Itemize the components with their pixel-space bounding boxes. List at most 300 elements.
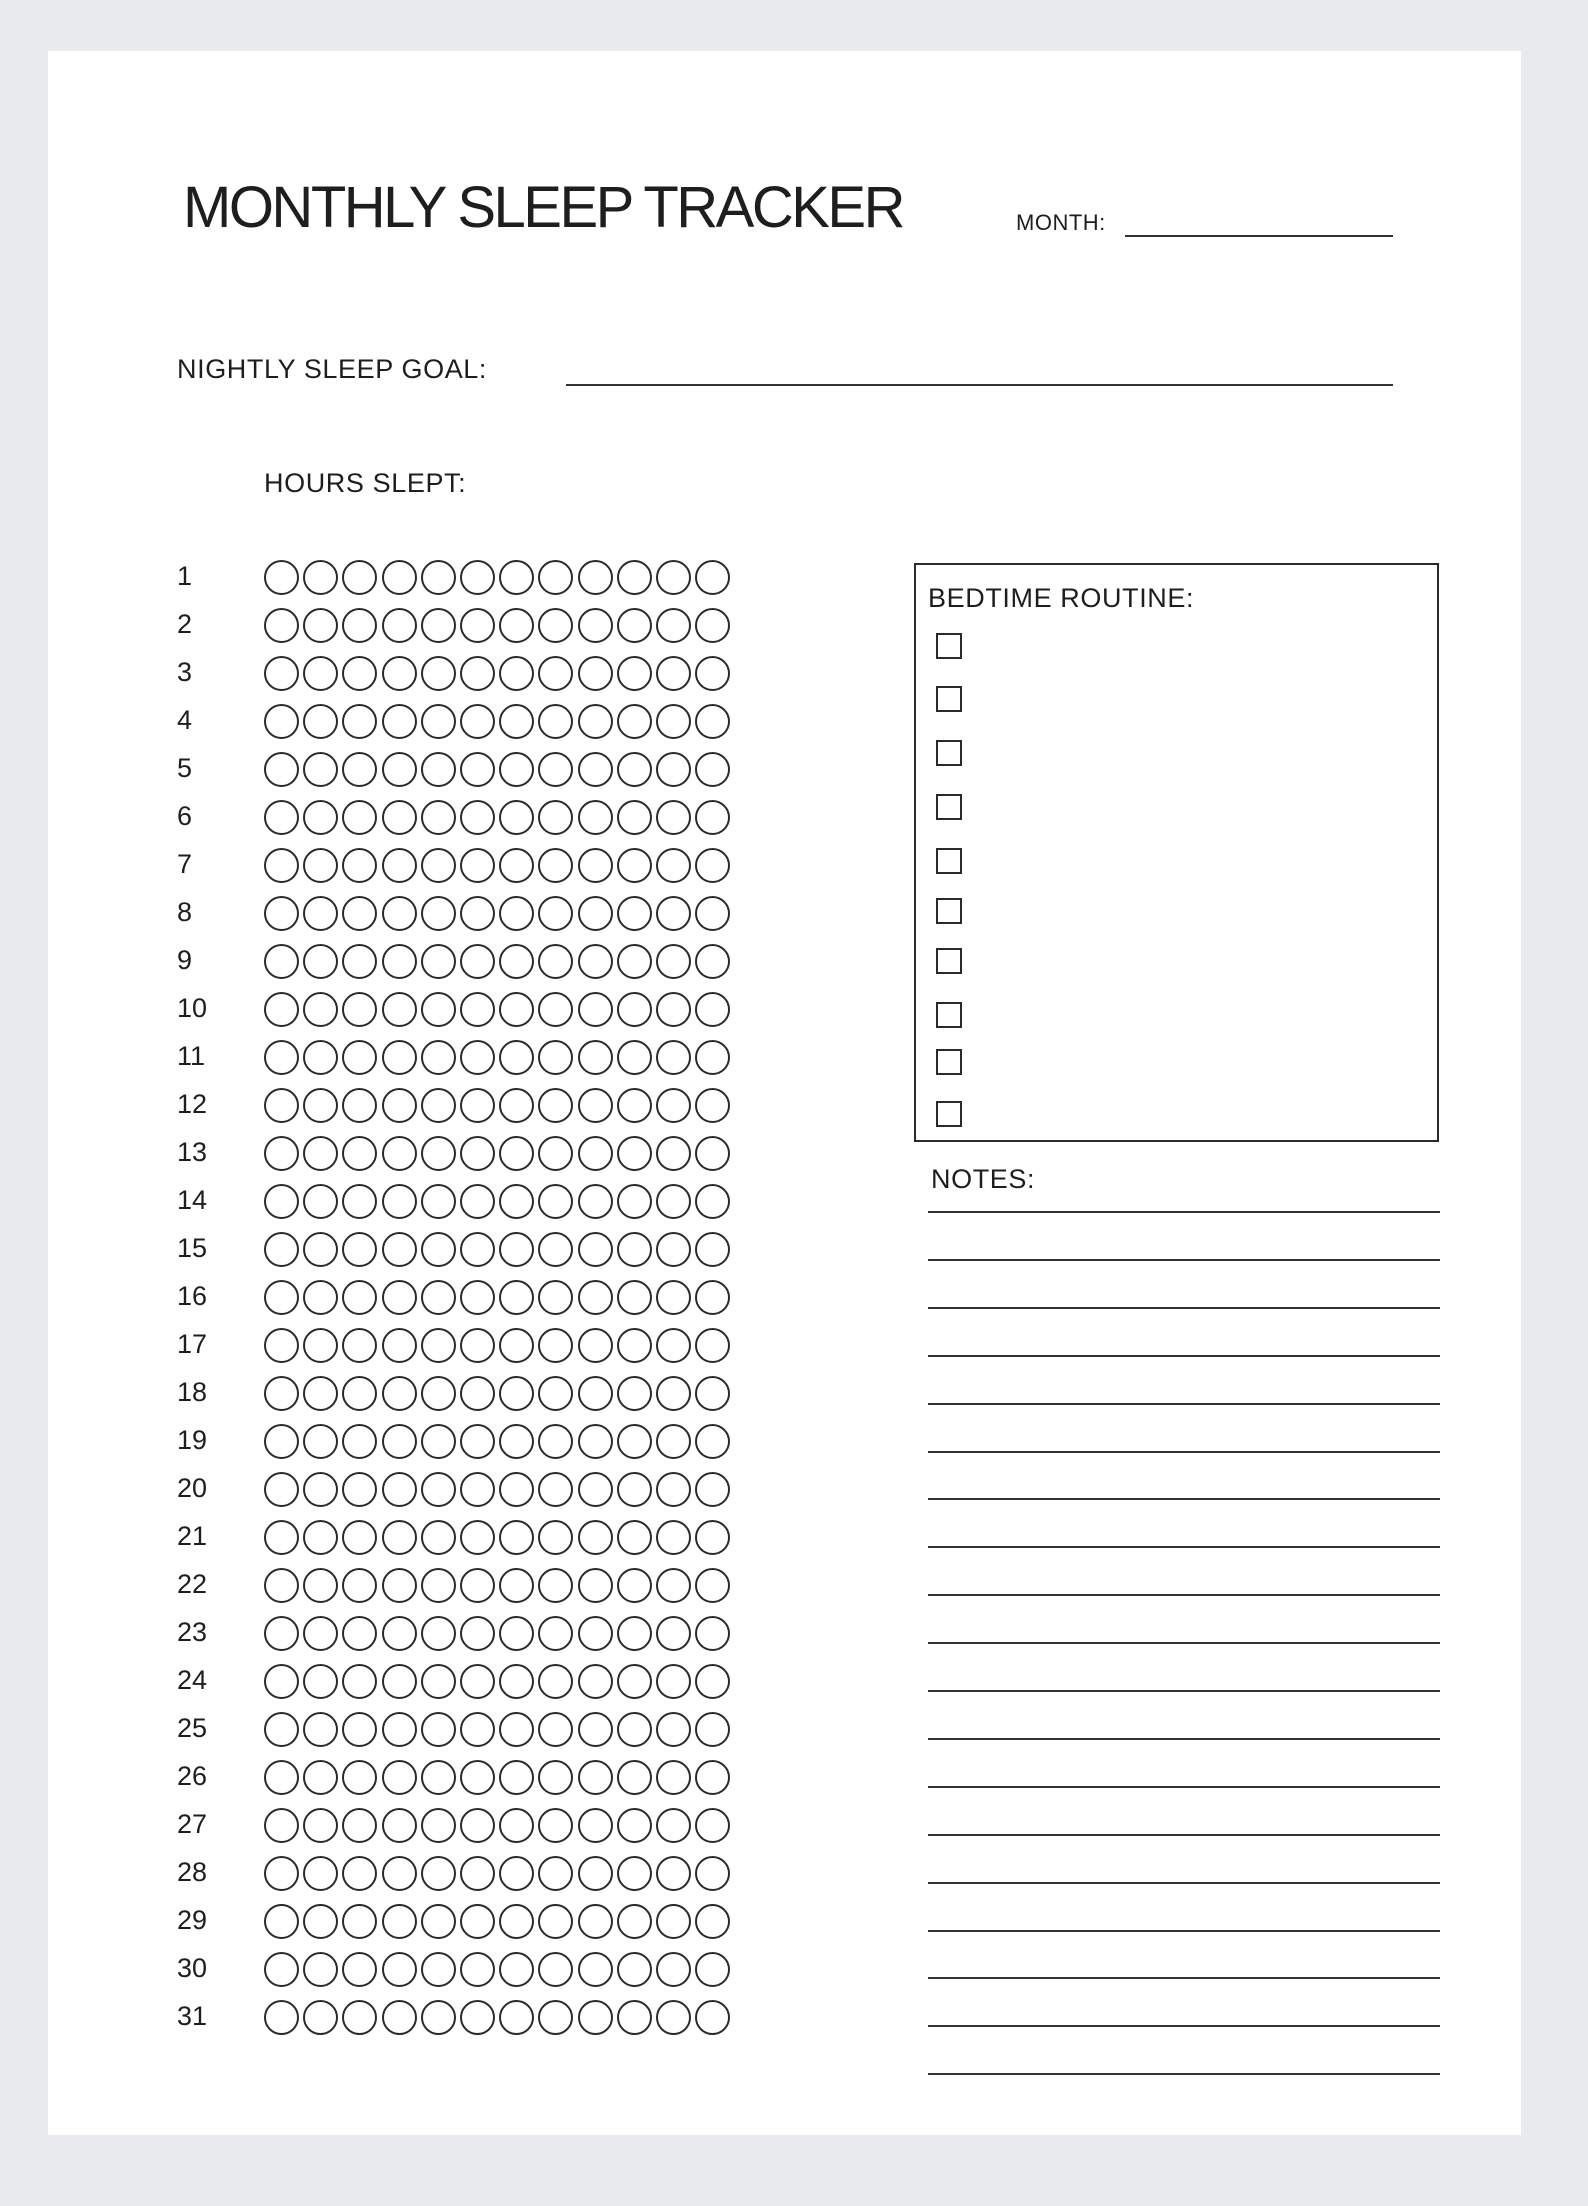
- hour-circle[interactable]: [342, 1184, 377, 1219]
- hour-circle[interactable]: [264, 1856, 299, 1891]
- hour-circle[interactable]: [656, 1088, 691, 1123]
- hour-circle[interactable]: [617, 2000, 652, 2035]
- hour-circle[interactable]: [695, 1040, 730, 1075]
- hour-circle[interactable]: [303, 1472, 338, 1507]
- hour-circle[interactable]: [695, 1808, 730, 1843]
- hour-circle[interactable]: [695, 992, 730, 1027]
- hour-circle[interactable]: [695, 1904, 730, 1939]
- hour-circle[interactable]: [499, 1136, 534, 1171]
- hour-circle[interactable]: [382, 1760, 417, 1795]
- hour-circle[interactable]: [695, 1376, 730, 1411]
- hour-circle[interactable]: [578, 896, 613, 931]
- hour-circle[interactable]: [264, 608, 299, 643]
- hour-circle[interactable]: [695, 1136, 730, 1171]
- hour-circle[interactable]: [538, 1136, 573, 1171]
- hour-circle[interactable]: [578, 1280, 613, 1315]
- hour-circle[interactable]: [538, 1952, 573, 1987]
- hour-circle[interactable]: [421, 1520, 456, 1555]
- hour-circle[interactable]: [303, 752, 338, 787]
- hour-circle[interactable]: [499, 1808, 534, 1843]
- hour-circle[interactable]: [460, 1136, 495, 1171]
- hour-circle[interactable]: [499, 800, 534, 835]
- hour-circle[interactable]: [264, 1664, 299, 1699]
- hour-circle[interactable]: [460, 1376, 495, 1411]
- hour-circle[interactable]: [342, 1472, 377, 1507]
- hour-circle[interactable]: [617, 944, 652, 979]
- hour-circle[interactable]: [342, 800, 377, 835]
- hour-circle[interactable]: [303, 1136, 338, 1171]
- hour-circle[interactable]: [382, 944, 417, 979]
- hour-circle[interactable]: [342, 1616, 377, 1651]
- hour-circle[interactable]: [342, 1856, 377, 1891]
- hour-circle[interactable]: [342, 1232, 377, 1267]
- hour-circle[interactable]: [578, 704, 613, 739]
- hour-circle[interactable]: [499, 704, 534, 739]
- hour-circle[interactable]: [617, 800, 652, 835]
- hour-circle[interactable]: [695, 800, 730, 835]
- hour-circle[interactable]: [382, 800, 417, 835]
- hour-circle[interactable]: [578, 1088, 613, 1123]
- hour-circle[interactable]: [538, 1376, 573, 1411]
- hour-circle[interactable]: [656, 896, 691, 931]
- hour-circle[interactable]: [538, 1760, 573, 1795]
- hour-circle[interactable]: [264, 1520, 299, 1555]
- hour-circle[interactable]: [538, 1568, 573, 1603]
- hour-circle[interactable]: [460, 608, 495, 643]
- hour-circle[interactable]: [382, 992, 417, 1027]
- hour-circle[interactable]: [656, 848, 691, 883]
- hour-circle[interactable]: [617, 1472, 652, 1507]
- hour-circle[interactable]: [382, 1232, 417, 1267]
- hour-circle[interactable]: [342, 1664, 377, 1699]
- hour-circle[interactable]: [695, 704, 730, 739]
- hour-circle[interactable]: [303, 1280, 338, 1315]
- hour-circle[interactable]: [460, 848, 495, 883]
- hour-circle[interactable]: [617, 1232, 652, 1267]
- hour-circle[interactable]: [421, 608, 456, 643]
- hour-circle[interactable]: [421, 1088, 456, 1123]
- hour-circle[interactable]: [264, 1808, 299, 1843]
- hour-circle[interactable]: [421, 1952, 456, 1987]
- hour-circle[interactable]: [460, 992, 495, 1027]
- hour-circle[interactable]: [617, 1856, 652, 1891]
- hour-circle[interactable]: [460, 1712, 495, 1747]
- hour-circle[interactable]: [460, 944, 495, 979]
- hour-circle[interactable]: [617, 1040, 652, 1075]
- hour-circle[interactable]: [578, 1712, 613, 1747]
- hour-circle[interactable]: [617, 560, 652, 595]
- hour-circle[interactable]: [695, 848, 730, 883]
- hour-circle[interactable]: [617, 1280, 652, 1315]
- hour-circle[interactable]: [656, 1232, 691, 1267]
- hour-circle[interactable]: [460, 1904, 495, 1939]
- routine-checkbox[interactable]: [936, 948, 962, 974]
- hour-circle[interactable]: [460, 752, 495, 787]
- hour-circle[interactable]: [382, 1904, 417, 1939]
- hour-circle[interactable]: [382, 560, 417, 595]
- hour-circle[interactable]: [617, 1952, 652, 1987]
- hour-circle[interactable]: [460, 1520, 495, 1555]
- hour-circle[interactable]: [499, 560, 534, 595]
- hour-circle[interactable]: [382, 752, 417, 787]
- routine-checkbox[interactable]: [936, 1101, 962, 1127]
- hour-circle[interactable]: [656, 1328, 691, 1363]
- hour-circle[interactable]: [421, 1568, 456, 1603]
- hour-circle[interactable]: [460, 1232, 495, 1267]
- hour-circle[interactable]: [499, 1472, 534, 1507]
- hour-circle[interactable]: [303, 1952, 338, 1987]
- routine-checkbox[interactable]: [936, 898, 962, 924]
- hour-circle[interactable]: [578, 848, 613, 883]
- hour-circle[interactable]: [578, 1328, 613, 1363]
- hour-circle[interactable]: [617, 896, 652, 931]
- hour-circle[interactable]: [578, 1376, 613, 1411]
- hour-circle[interactable]: [499, 1664, 534, 1699]
- hour-circle[interactable]: [264, 1712, 299, 1747]
- hour-circle[interactable]: [656, 1040, 691, 1075]
- hour-circle[interactable]: [303, 1424, 338, 1459]
- hour-circle[interactable]: [460, 1568, 495, 1603]
- hour-circle[interactable]: [342, 1904, 377, 1939]
- hour-circle[interactable]: [421, 848, 456, 883]
- hour-circle[interactable]: [617, 992, 652, 1027]
- hour-circle[interactable]: [303, 608, 338, 643]
- hour-circle[interactable]: [499, 1520, 534, 1555]
- hour-circle[interactable]: [695, 1280, 730, 1315]
- hour-circle[interactable]: [538, 608, 573, 643]
- hour-circle[interactable]: [342, 1808, 377, 1843]
- hour-circle[interactable]: [538, 1616, 573, 1651]
- hour-circle[interactable]: [617, 1712, 652, 1747]
- hour-circle[interactable]: [303, 1904, 338, 1939]
- hour-circle[interactable]: [538, 1472, 573, 1507]
- routine-checkbox[interactable]: [936, 794, 962, 820]
- hour-circle[interactable]: [578, 608, 613, 643]
- hour-circle[interactable]: [303, 1712, 338, 1747]
- routine-checkbox[interactable]: [936, 1049, 962, 1075]
- hour-circle[interactable]: [617, 656, 652, 691]
- hour-circle[interactable]: [342, 1088, 377, 1123]
- hour-circle[interactable]: [421, 752, 456, 787]
- hour-circle[interactable]: [656, 1376, 691, 1411]
- hour-circle[interactable]: [578, 1040, 613, 1075]
- hour-circle[interactable]: [617, 1616, 652, 1651]
- note-line[interactable]: [928, 1403, 1440, 1405]
- hour-circle[interactable]: [695, 1328, 730, 1363]
- hour-circle[interactable]: [342, 848, 377, 883]
- hour-circle[interactable]: [342, 1280, 377, 1315]
- hour-circle[interactable]: [538, 1904, 573, 1939]
- hour-circle[interactable]: [656, 608, 691, 643]
- hour-circle[interactable]: [656, 1424, 691, 1459]
- hour-circle[interactable]: [499, 1568, 534, 1603]
- hour-circle[interactable]: [421, 1856, 456, 1891]
- hour-circle[interactable]: [578, 944, 613, 979]
- hour-circle[interactable]: [656, 1280, 691, 1315]
- hour-circle[interactable]: [499, 848, 534, 883]
- hour-circle[interactable]: [382, 1280, 417, 1315]
- hour-circle[interactable]: [578, 1664, 613, 1699]
- note-line[interactable]: [928, 1498, 1440, 1500]
- hour-circle[interactable]: [264, 1904, 299, 1939]
- hour-circle[interactable]: [656, 656, 691, 691]
- hour-circle[interactable]: [578, 1232, 613, 1267]
- hour-circle[interactable]: [342, 752, 377, 787]
- hour-circle[interactable]: [538, 896, 573, 931]
- hour-circle[interactable]: [303, 848, 338, 883]
- hour-circle[interactable]: [538, 560, 573, 595]
- hour-circle[interactable]: [656, 1856, 691, 1891]
- hour-circle[interactable]: [303, 560, 338, 595]
- hour-circle[interactable]: [382, 1472, 417, 1507]
- note-line[interactable]: [928, 2073, 1440, 2075]
- hour-circle[interactable]: [695, 1712, 730, 1747]
- hour-circle[interactable]: [342, 1424, 377, 1459]
- hour-circle[interactable]: [303, 1856, 338, 1891]
- hour-circle[interactable]: [421, 800, 456, 835]
- hour-circle[interactable]: [382, 1712, 417, 1747]
- hour-circle[interactable]: [617, 608, 652, 643]
- hour-circle[interactable]: [303, 1184, 338, 1219]
- hour-circle[interactable]: [695, 656, 730, 691]
- hour-circle[interactable]: [382, 1424, 417, 1459]
- hour-circle[interactable]: [538, 656, 573, 691]
- hour-circle[interactable]: [342, 2000, 377, 2035]
- note-line[interactable]: [928, 1977, 1440, 1979]
- hour-circle[interactable]: [382, 1616, 417, 1651]
- hour-circle[interactable]: [617, 1760, 652, 1795]
- routine-checkbox[interactable]: [936, 848, 962, 874]
- hour-circle[interactable]: [342, 1712, 377, 1747]
- hour-circle[interactable]: [695, 752, 730, 787]
- hour-circle[interactable]: [460, 800, 495, 835]
- hour-circle[interactable]: [382, 1376, 417, 1411]
- hour-circle[interactable]: [499, 1328, 534, 1363]
- hour-circle[interactable]: [342, 1376, 377, 1411]
- hour-circle[interactable]: [382, 1568, 417, 1603]
- hour-circle[interactable]: [695, 1088, 730, 1123]
- hour-circle[interactable]: [656, 944, 691, 979]
- routine-checkbox[interactable]: [936, 686, 962, 712]
- hour-circle[interactable]: [578, 1520, 613, 1555]
- hour-circle[interactable]: [303, 1568, 338, 1603]
- hour-circle[interactable]: [421, 1616, 456, 1651]
- hour-circle[interactable]: [264, 1952, 299, 1987]
- hour-circle[interactable]: [538, 1040, 573, 1075]
- hour-circle[interactable]: [421, 1760, 456, 1795]
- hour-circle[interactable]: [264, 1088, 299, 1123]
- hour-circle[interactable]: [617, 1088, 652, 1123]
- hour-circle[interactable]: [695, 1184, 730, 1219]
- hour-circle[interactable]: [382, 1808, 417, 1843]
- hour-circle[interactable]: [656, 1184, 691, 1219]
- hour-circle[interactable]: [695, 896, 730, 931]
- note-line[interactable]: [928, 1211, 1440, 1213]
- hour-circle[interactable]: [656, 992, 691, 1027]
- hour-circle[interactable]: [499, 992, 534, 1027]
- hour-circle[interactable]: [460, 1616, 495, 1651]
- hour-circle[interactable]: [578, 992, 613, 1027]
- hour-circle[interactable]: [656, 1472, 691, 1507]
- hour-circle[interactable]: [499, 944, 534, 979]
- hour-circle[interactable]: [460, 1472, 495, 1507]
- hour-circle[interactable]: [578, 1616, 613, 1651]
- note-line[interactable]: [928, 1259, 1440, 1261]
- hour-circle[interactable]: [264, 1472, 299, 1507]
- hour-circle[interactable]: [303, 944, 338, 979]
- hour-circle[interactable]: [421, 1280, 456, 1315]
- hour-circle[interactable]: [656, 1136, 691, 1171]
- hour-circle[interactable]: [303, 1808, 338, 1843]
- hour-circle[interactable]: [499, 1856, 534, 1891]
- hour-circle[interactable]: [695, 1616, 730, 1651]
- hour-circle[interactable]: [499, 656, 534, 691]
- hour-circle[interactable]: [342, 1136, 377, 1171]
- hour-circle[interactable]: [499, 1712, 534, 1747]
- hour-circle[interactable]: [695, 1664, 730, 1699]
- hour-circle[interactable]: [656, 1616, 691, 1651]
- sleep-goal-field[interactable]: [566, 384, 1393, 386]
- hour-circle[interactable]: [578, 1856, 613, 1891]
- hour-circle[interactable]: [538, 752, 573, 787]
- hour-circle[interactable]: [617, 1184, 652, 1219]
- hour-circle[interactable]: [538, 1328, 573, 1363]
- hour-circle[interactable]: [617, 1904, 652, 1939]
- hour-circle[interactable]: [460, 1328, 495, 1363]
- hour-circle[interactable]: [382, 1328, 417, 1363]
- note-line[interactable]: [928, 1451, 1440, 1453]
- hour-circle[interactable]: [382, 1856, 417, 1891]
- hour-circle[interactable]: [421, 1712, 456, 1747]
- hour-circle[interactable]: [695, 1568, 730, 1603]
- hour-circle[interactable]: [499, 896, 534, 931]
- hour-circle[interactable]: [264, 704, 299, 739]
- hour-circle[interactable]: [421, 944, 456, 979]
- hour-circle[interactable]: [421, 1904, 456, 1939]
- hour-circle[interactable]: [578, 1808, 613, 1843]
- hour-circle[interactable]: [264, 1328, 299, 1363]
- hour-circle[interactable]: [460, 1184, 495, 1219]
- hour-circle[interactable]: [264, 752, 299, 787]
- note-line[interactable]: [928, 1882, 1440, 1884]
- hour-circle[interactable]: [538, 944, 573, 979]
- hour-circle[interactable]: [460, 896, 495, 931]
- hour-circle[interactable]: [460, 1664, 495, 1699]
- hour-circle[interactable]: [303, 656, 338, 691]
- hour-circle[interactable]: [303, 1232, 338, 1267]
- hour-circle[interactable]: [303, 1760, 338, 1795]
- hour-circle[interactable]: [656, 800, 691, 835]
- hour-circle[interactable]: [264, 656, 299, 691]
- hour-circle[interactable]: [578, 800, 613, 835]
- hour-circle[interactable]: [303, 1328, 338, 1363]
- hour-circle[interactable]: [538, 1808, 573, 1843]
- hour-circle[interactable]: [303, 1088, 338, 1123]
- hour-circle[interactable]: [264, 848, 299, 883]
- hour-circle[interactable]: [538, 1712, 573, 1747]
- hour-circle[interactable]: [499, 1424, 534, 1459]
- hour-circle[interactable]: [264, 1040, 299, 1075]
- hour-circle[interactable]: [460, 1808, 495, 1843]
- hour-circle[interactable]: [578, 656, 613, 691]
- hour-circle[interactable]: [342, 560, 377, 595]
- hour-circle[interactable]: [499, 1184, 534, 1219]
- hour-circle[interactable]: [264, 1232, 299, 1267]
- note-line[interactable]: [928, 1834, 1440, 1836]
- hour-circle[interactable]: [421, 2000, 456, 2035]
- hour-circle[interactable]: [499, 1040, 534, 1075]
- hour-circle[interactable]: [656, 704, 691, 739]
- hour-circle[interactable]: [264, 1184, 299, 1219]
- hour-circle[interactable]: [303, 896, 338, 931]
- hour-circle[interactable]: [578, 1568, 613, 1603]
- hour-circle[interactable]: [264, 1424, 299, 1459]
- hour-circle[interactable]: [499, 608, 534, 643]
- hour-circle[interactable]: [460, 1424, 495, 1459]
- hour-circle[interactable]: [499, 1904, 534, 1939]
- note-line[interactable]: [928, 1930, 1440, 1932]
- hour-circle[interactable]: [303, 1040, 338, 1075]
- hour-circle[interactable]: [264, 992, 299, 1027]
- hour-circle[interactable]: [421, 1232, 456, 1267]
- hour-circle[interactable]: [499, 1232, 534, 1267]
- hour-circle[interactable]: [342, 704, 377, 739]
- hour-circle[interactable]: [342, 1760, 377, 1795]
- hour-circle[interactable]: [382, 848, 417, 883]
- hour-circle[interactable]: [656, 1760, 691, 1795]
- hour-circle[interactable]: [617, 1664, 652, 1699]
- hour-circle[interactable]: [264, 800, 299, 835]
- hour-circle[interactable]: [342, 896, 377, 931]
- hour-circle[interactable]: [499, 1616, 534, 1651]
- hour-circle[interactable]: [538, 800, 573, 835]
- note-line[interactable]: [928, 1355, 1440, 1357]
- hour-circle[interactable]: [421, 1472, 456, 1507]
- note-line[interactable]: [928, 1642, 1440, 1644]
- month-field[interactable]: [1125, 235, 1393, 237]
- hour-circle[interactable]: [460, 704, 495, 739]
- hour-circle[interactable]: [578, 1904, 613, 1939]
- hour-circle[interactable]: [421, 1376, 456, 1411]
- hour-circle[interactable]: [538, 1184, 573, 1219]
- hour-circle[interactable]: [421, 896, 456, 931]
- routine-checkbox[interactable]: [936, 1002, 962, 1028]
- hour-circle[interactable]: [342, 992, 377, 1027]
- hour-circle[interactable]: [617, 1568, 652, 1603]
- hour-circle[interactable]: [695, 1520, 730, 1555]
- hour-circle[interactable]: [421, 656, 456, 691]
- hour-circle[interactable]: [382, 656, 417, 691]
- routine-checkbox[interactable]: [936, 740, 962, 766]
- hour-circle[interactable]: [578, 1952, 613, 1987]
- hour-circle[interactable]: [578, 1472, 613, 1507]
- hour-circle[interactable]: [656, 2000, 691, 2035]
- hour-circle[interactable]: [617, 704, 652, 739]
- hour-circle[interactable]: [538, 2000, 573, 2035]
- hour-circle[interactable]: [421, 1664, 456, 1699]
- hour-circle[interactable]: [499, 1088, 534, 1123]
- hour-circle[interactable]: [421, 1424, 456, 1459]
- hour-circle[interactable]: [382, 1952, 417, 1987]
- hour-circle[interactable]: [382, 1184, 417, 1219]
- hour-circle[interactable]: [342, 1040, 377, 1075]
- hour-circle[interactable]: [421, 1808, 456, 1843]
- hour-circle[interactable]: [499, 1952, 534, 1987]
- hour-circle[interactable]: [342, 608, 377, 643]
- hour-circle[interactable]: [499, 2000, 534, 2035]
- routine-checkbox[interactable]: [936, 633, 962, 659]
- hour-circle[interactable]: [578, 1424, 613, 1459]
